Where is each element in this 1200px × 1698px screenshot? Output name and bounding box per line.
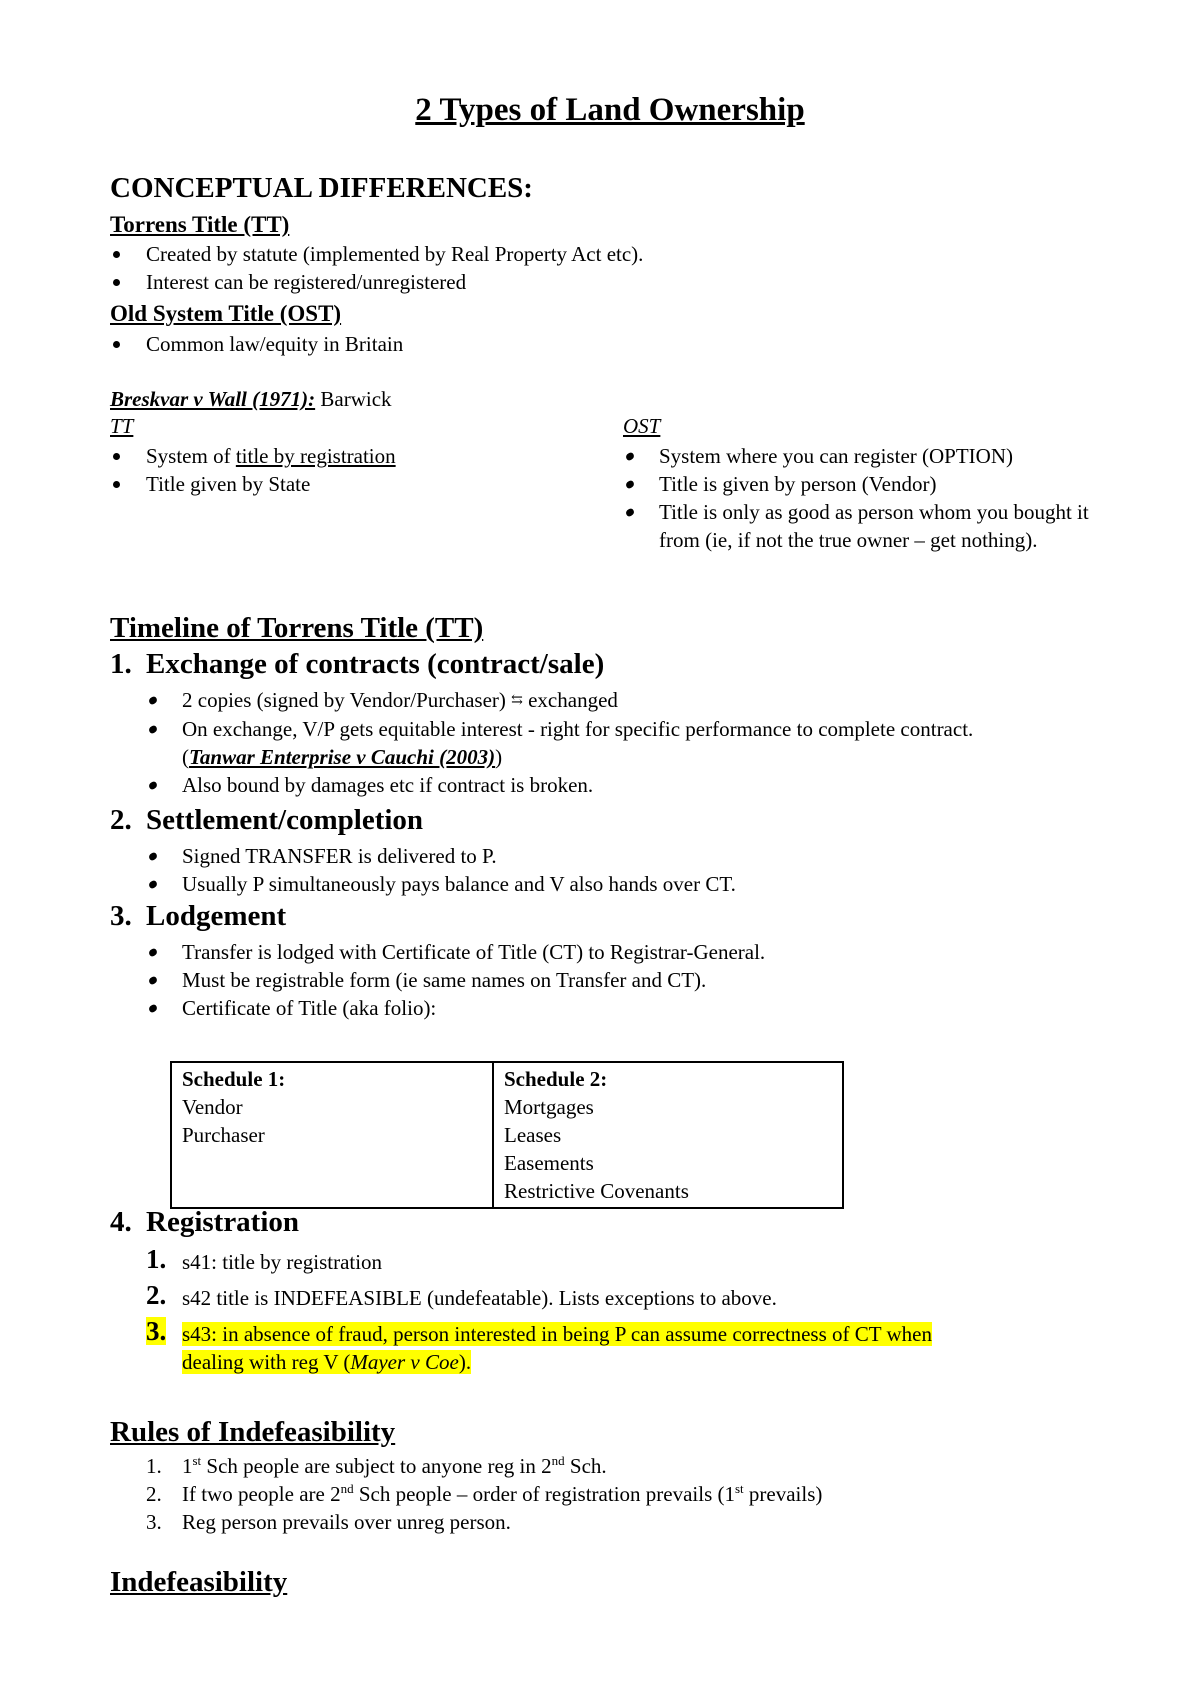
arrow-bullet-icon (148, 976, 158, 986)
arrow-bullet-icon (148, 781, 158, 791)
arrow-bullet-icon (148, 852, 158, 862)
timeline-heading: Timeline of Torrens Title (TT) (110, 612, 484, 644)
registration-list (146, 1244, 1106, 1376)
table-cell-item: Restrictive Covenants (504, 1179, 689, 1203)
case-citation: Tanwar Enterprise v Cauchi (2003) (189, 745, 496, 769)
case-name: Breskvar v Wall (1971): (110, 387, 316, 411)
table-cell-item: Leases (504, 1123, 562, 1147)
list-item: 2. If two people are 2nd Sch people – order of registration prevails (1st prevails) (146, 1481, 823, 1506)
indefeasibility-heading: Indefeasibility (110, 1566, 288, 1598)
list-item: 3. s43: in absence of fraud, person interested in being P can assume correctness of CT when dealing with reg V (Mayer v Coe). (146, 1316, 932, 1374)
list-item: Certificate of Title (aka folio): (146, 994, 1106, 1022)
table-cell-item: Mortgages (504, 1095, 594, 1119)
tt-heading: Torrens Title (TT) (110, 212, 290, 237)
rules-heading: Rules of Indefeasibility (110, 1416, 396, 1448)
table-cell-item: Vendor (182, 1095, 243, 1119)
arrow-bullet-icon (148, 1004, 158, 1014)
ost-list (110, 330, 403, 358)
step-3-list (146, 938, 1106, 1022)
step-4-heading: 4. Registration (110, 1206, 300, 1238)
exchange-arrows-icon: ⇆ (511, 693, 523, 708)
list-item: Title is only as good as person whom you bought it from (ie, if not the true owner – get nothing). (623, 498, 1093, 554)
arrow-bullet-icon (148, 880, 158, 890)
list-item: System where you can register (OPTION) (623, 442, 1093, 470)
step-3-heading: 3. Lodgement (110, 900, 287, 932)
list-item: Signed TRANSFER is delivered to P. (146, 842, 1106, 870)
list-item: 2 copies (signed by Vendor/Purchaser) ⇆ exchanged (146, 686, 1106, 715)
tt-list (110, 240, 643, 296)
list-item: 2. s42 title is INDEFEASIBLE (undefeatable). Lists exceptions to above. (146, 1280, 777, 1310)
step-2-list (146, 842, 1106, 898)
list-item: Also bound by damages etc if contract is broken. (146, 771, 1106, 799)
arrow-bullet-icon (625, 508, 635, 518)
arrow-bullet-icon (625, 452, 635, 462)
ost-heading: Old System Title (OST) (110, 301, 342, 326)
list-item: Interest can be registered/unregistered (110, 268, 643, 296)
table-cell-item: Purchaser (182, 1123, 265, 1147)
list-item: Common law/equity in Britain (110, 330, 403, 358)
judge-name: Barwick (315, 387, 392, 411)
arrow-bullet-icon (148, 725, 158, 735)
tt-column-list (110, 442, 590, 498)
schedule-table (170, 1061, 844, 1209)
tt-column-label: TT (110, 414, 134, 438)
breskvar-case-line (110, 387, 392, 412)
arrow-bullet-icon (148, 948, 158, 958)
list-item: 1. 1st Sch people are subject to anyone reg in 2nd Sch. (146, 1453, 607, 1478)
step-1-list (146, 686, 1106, 799)
list-item: Transfer is lodged with Certificate of Title (CT) to Registrar-General. (146, 938, 1106, 966)
conceptual-heading: CONCEPTUAL DIFFERENCES: (110, 172, 533, 204)
ost-column-list (623, 442, 1093, 554)
bullet-icon (113, 279, 120, 286)
bullet-icon (113, 251, 120, 258)
bullet-icon (113, 481, 120, 488)
list-item: 1. s41: title by registration (146, 1244, 383, 1274)
step-1-heading: 1. Exchange of contracts (contract/sale) (110, 648, 605, 680)
list-item: On exchange, V/P gets equitable interest - right for specific performance to complete contract. (Tanwar Enterprise v Cauchi (2003)) (146, 715, 1106, 771)
ost-column-label: OST (623, 414, 661, 438)
highlighted-text: s43: in absence of fraud, person interested in being P can assume correctness of CT when (182, 1322, 932, 1346)
schedule-2-cell: Schedule 2: Mortgages Leases Easements Restrictive Covenants (493, 1062, 843, 1208)
list-item: Usually P simultaneously pays balance and V also hands over CT. (146, 870, 1106, 898)
table-cell-item: Easements (504, 1151, 594, 1175)
arrow-bullet-icon (625, 480, 635, 490)
list-item: Title is given by person (Vendor) (623, 470, 1093, 498)
list-item: 3. Reg person prevails over unreg person. (146, 1510, 511, 1534)
step-2-heading: 2. Settlement/completion (110, 804, 424, 836)
bullet-icon (113, 341, 120, 348)
page-title: 2 Types of Land Ownership (415, 92, 805, 128)
arrow-bullet-icon (148, 696, 158, 706)
schedule-1-cell: Schedule 1: Vendor Purchaser (171, 1062, 493, 1208)
list-item: Title given by State (110, 470, 590, 498)
rules-list (146, 1452, 822, 1536)
list-item: System of title by registration (110, 442, 590, 470)
bullet-icon (113, 453, 120, 460)
list-item: Must be registrable form (ie same names on Transfer and CT). (146, 966, 1106, 994)
list-item: Created by statute (implemented by Real Property Act etc). (110, 240, 643, 268)
